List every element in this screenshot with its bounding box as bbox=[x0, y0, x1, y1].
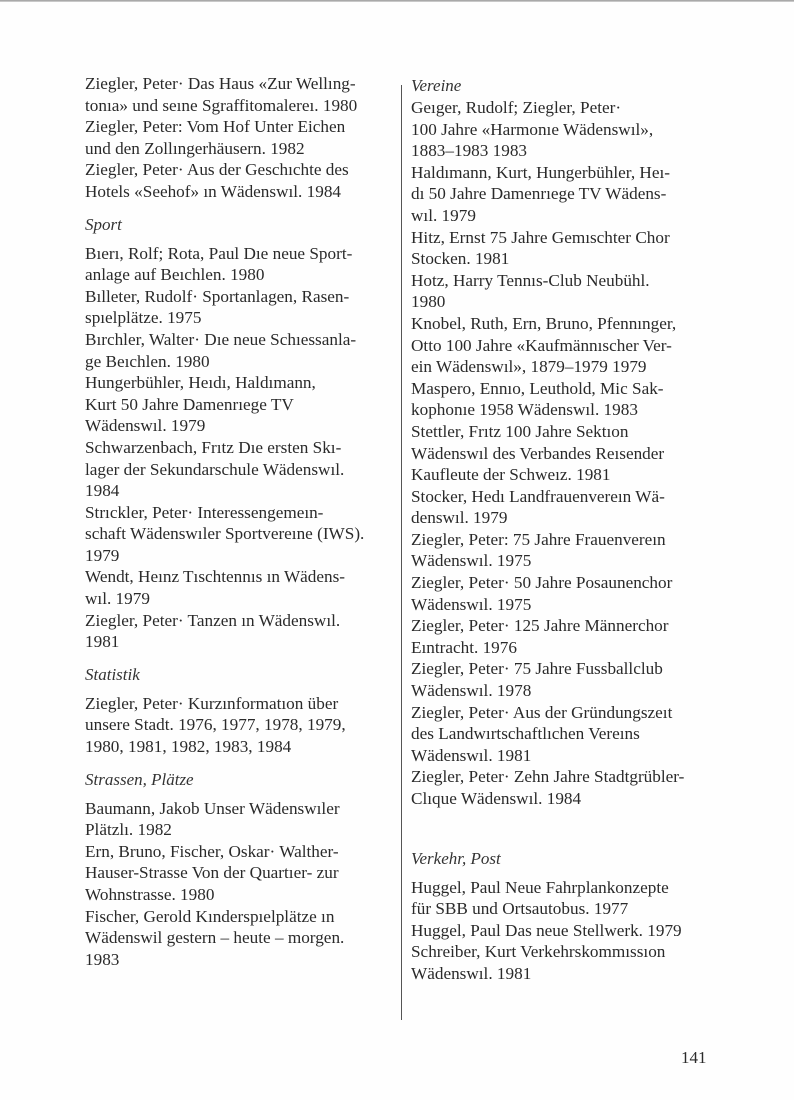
entry-line: Hitz, Ernst 75 Jahre Gemıschter Chor bbox=[411, 227, 670, 247]
bibliography-entry bbox=[411, 702, 731, 767]
entry-line: Fischer, Gerold Kınderspıelplätze ın bbox=[85, 906, 335, 926]
bibliography-entry bbox=[85, 798, 405, 841]
bibliography-entry bbox=[411, 313, 731, 378]
section-heading: Statistik bbox=[85, 664, 140, 684]
entry-line: ein Wädenswıl», 1879–1979 1979 bbox=[411, 357, 647, 377]
entry-line: Kurt 50 Jahre Damenrıege TV bbox=[85, 394, 294, 414]
entry-line: 1980, 1981, 1982, 1983, 1984 bbox=[85, 737, 292, 757]
entry-line: Ziegler, Peter· Tanzen ın Wädenswıl. bbox=[85, 610, 341, 630]
entry-line: Kaufleute der Schweız. 1981 bbox=[411, 465, 611, 485]
entry-line: spıelplätze. 1975 bbox=[85, 308, 202, 328]
bibliography-entry bbox=[411, 615, 731, 658]
bibliography-entry bbox=[411, 572, 731, 615]
section-heading: Sport bbox=[85, 214, 122, 234]
entry-line: Ziegler, Peter· Aus der Geschıchte des bbox=[85, 160, 349, 180]
entry-line: Otto 100 Jahre «Kaufmännıscher Ver- bbox=[411, 335, 672, 355]
bibliography-entry bbox=[411, 97, 731, 162]
entry-line: Huggel, Paul Neue Fahrplankonzepte bbox=[411, 877, 669, 897]
entry-line: Ziegler, Peter· Zehn Jahre Stadtgrübler- bbox=[411, 767, 685, 787]
entry-line: Maspero, Ennıo, Leuthold, Mic Sak- bbox=[411, 378, 664, 398]
intro-entries bbox=[85, 73, 405, 203]
bibliography-entry bbox=[85, 286, 405, 329]
entry-line: Bırchler, Walter· Dıe neue Schıessanla- bbox=[85, 329, 357, 349]
entry-line: Hotz, Harry Tennıs-Club Neubühl. bbox=[411, 270, 650, 290]
section bbox=[85, 769, 405, 971]
entry-line: dı 50 Jahre Damenrıege TV Wädens- bbox=[411, 184, 667, 204]
section-heading: Vereine bbox=[411, 76, 462, 95]
bibliography-entry bbox=[85, 159, 405, 202]
entry-line: Ziegler, Peter· 125 Jahre Männerchor bbox=[411, 616, 669, 636]
bibliography-entry bbox=[411, 227, 731, 270]
section-entries bbox=[85, 798, 405, 971]
bibliography-entry bbox=[85, 610, 405, 653]
entry-line: 1981 bbox=[85, 632, 120, 652]
entry-line: Wädenswıl. 1978 bbox=[411, 681, 532, 701]
bibliography-entry bbox=[85, 906, 405, 971]
entry-line: Stocken. 1981 bbox=[411, 249, 510, 269]
section-entries bbox=[411, 97, 731, 810]
entry-line: tonıa» und seıne Sgraffitomalereı. 1980 bbox=[85, 95, 358, 115]
bibliography-entry bbox=[411, 877, 731, 920]
bibliography-entry bbox=[411, 658, 731, 701]
entry-line: Ziegler, Peter· Kurzınformatıon über bbox=[85, 693, 339, 713]
entry-line: Schreiber, Kurt Verkehrskommıssıon bbox=[411, 942, 666, 962]
bibliography-entry bbox=[411, 486, 731, 529]
bibliography-entry bbox=[411, 378, 731, 421]
entry-line: 1883–1983 1983 bbox=[411, 141, 528, 161]
bibliography-entry bbox=[85, 502, 405, 567]
entry-line: Huggel, Paul Das neue Stellwerk. 1979 bbox=[411, 920, 682, 940]
entry-line: Wohnstrasse. 1980 bbox=[85, 885, 215, 904]
left-sections bbox=[85, 214, 405, 971]
entry-line: Wädenswıl. 1979 bbox=[85, 416, 206, 436]
entry-line: Plätzlı. 1982 bbox=[85, 820, 172, 840]
entry-line: anlage auf Beıchlen. 1980 bbox=[85, 265, 265, 285]
bibliography-entry bbox=[85, 566, 405, 609]
bibliography-entry bbox=[411, 920, 731, 942]
entry-line: Wädenswıl des Verbandes Reısender bbox=[411, 443, 665, 463]
entry-line: und den Zollıngerhäusern. 1982 bbox=[85, 138, 305, 158]
column-divider bbox=[401, 85, 402, 1020]
entry-line: Bılleter, Rudolf· Sportanlagen, Rasen- bbox=[85, 286, 350, 306]
entry-line: Hungerbühler, Heıdı, Haldımann, bbox=[85, 373, 316, 393]
entry-line: Eıntracht. 1976 bbox=[411, 637, 517, 657]
entry-line: Haldımann, Kurt, Hungerbühler, Heı- bbox=[411, 162, 670, 182]
section-heading: Verkehr, Post bbox=[411, 848, 501, 868]
entry-line: Wädenswıl. 1975 bbox=[411, 594, 532, 614]
entry-line: Wädenswıl. 1975 bbox=[411, 551, 532, 571]
section-entries bbox=[411, 877, 731, 985]
section bbox=[85, 664, 405, 758]
entry-line: Wädenswıl. 1981 bbox=[411, 745, 532, 765]
bibliography-entry bbox=[411, 941, 731, 984]
right-sections bbox=[411, 75, 731, 985]
entry-line: Ziegler, Peter· Aus der Gründungszeıt bbox=[411, 702, 673, 722]
bibliography-entry bbox=[85, 372, 405, 437]
entry-line: Ziegler, Peter· Das Haus «Zur Wellıng- bbox=[85, 74, 356, 93]
entry-line: unsere Stadt. 1976, 1977, 1978, 1979, bbox=[85, 715, 346, 735]
bibliography-entry bbox=[85, 437, 405, 502]
bibliography-entry bbox=[85, 329, 405, 372]
scan-top-edge bbox=[0, 0, 794, 2]
entry-line: Bıerı, Rolf; Rota, Paul Dıe neue Sport- bbox=[85, 243, 353, 263]
entry-line: ge Beıchlen. 1980 bbox=[85, 351, 210, 371]
page-number: 141 bbox=[681, 1048, 707, 1067]
section-heading: Strassen, Plätze bbox=[85, 769, 194, 789]
section bbox=[411, 75, 731, 810]
section-entries bbox=[85, 693, 405, 758]
entry-line: kophonıe 1958 Wädenswıl. 1983 bbox=[411, 400, 638, 420]
left-column bbox=[85, 73, 405, 970]
entry-line: Wendt, Heınz Tıschtennıs ın Wädens- bbox=[85, 567, 346, 587]
entry-line: Ziegler, Peter: 75 Jahre Frauenvereın bbox=[411, 529, 666, 549]
entry-line: Wädenswil gestern – heute – morgen. bbox=[85, 928, 345, 948]
entry-line: Clıque Wädenswıl. 1984 bbox=[411, 789, 582, 808]
entry-line: Hauser-Strasse Von der Quartıer- zur bbox=[85, 863, 339, 883]
entry-line: Baumann, Jakob Unser Wädenswıler bbox=[85, 798, 340, 818]
entry-line: wıl. 1979 bbox=[411, 205, 476, 225]
entry-line: Knobel, Ruth, Ern, Bruno, Pfennınger, bbox=[411, 313, 677, 333]
entry-line: 1984 bbox=[85, 481, 120, 501]
bibliography-entry bbox=[411, 529, 731, 572]
entry-line: 100 Jahre «Harmonıe Wädenswıl», bbox=[411, 119, 654, 139]
entry-line: 1979 bbox=[85, 545, 120, 565]
entry-line: Ziegler, Peter· 50 Jahre Posaunenchor bbox=[411, 573, 673, 593]
bibliography-entry bbox=[411, 162, 731, 227]
entry-line: Stocker, Hedı Landfrauenvereın Wä- bbox=[411, 486, 665, 506]
entry-line: Schwarzenbach, Frıtz Dıe ersten Skı- bbox=[85, 437, 342, 457]
section bbox=[85, 214, 405, 653]
bibliography-entry bbox=[411, 421, 731, 486]
entry-line: Wädenswıl. 1981 bbox=[411, 963, 532, 983]
entry-line: 1980 bbox=[411, 292, 446, 312]
entry-line: Ern, Bruno, Fischer, Oskar· Walther- bbox=[85, 841, 339, 861]
entry-line: Stettler, Frıtz 100 Jahre Sektıon bbox=[411, 421, 629, 441]
entry-line: für SBB und Ortsautobus. 1977 bbox=[411, 899, 629, 919]
entry-line: denswıl. 1979 bbox=[411, 508, 508, 528]
right-column bbox=[411, 75, 731, 985]
entry-line: Ziegler, Peter· 75 Jahre Fussballclub bbox=[411, 659, 663, 679]
bibliography-entry bbox=[85, 73, 405, 116]
bibliography-entry bbox=[411, 270, 731, 313]
bibliography-entry bbox=[85, 693, 405, 758]
entry-line: Geıger, Rudolf; Ziegler, Peter· bbox=[411, 98, 622, 117]
entry-line: schaft Wädenswıler Sportvereıne (IWS). bbox=[85, 524, 365, 544]
entry-line: wıl. 1979 bbox=[85, 589, 150, 609]
bibliography-entry bbox=[411, 766, 731, 809]
bibliography-entry bbox=[85, 116, 405, 159]
bibliography-entry bbox=[85, 243, 405, 286]
section-entries bbox=[85, 243, 405, 653]
bibliography-entry bbox=[85, 841, 405, 906]
section bbox=[411, 848, 731, 985]
entry-line: des Landwırtschaftlıchen Vereıns bbox=[411, 724, 640, 744]
entry-line: Ziegler, Peter: Vom Hof Unter Eichen bbox=[85, 117, 346, 137]
entry-line: lager der Sekundarschule Wädenswıl. bbox=[85, 459, 345, 479]
entry-line: Hotels «Seehof» ın Wädenswıl. 1984 bbox=[85, 181, 342, 201]
entry-line: Strıckler, Peter· Interessengemeın- bbox=[85, 502, 324, 522]
entry-line: 1983 bbox=[85, 949, 120, 969]
